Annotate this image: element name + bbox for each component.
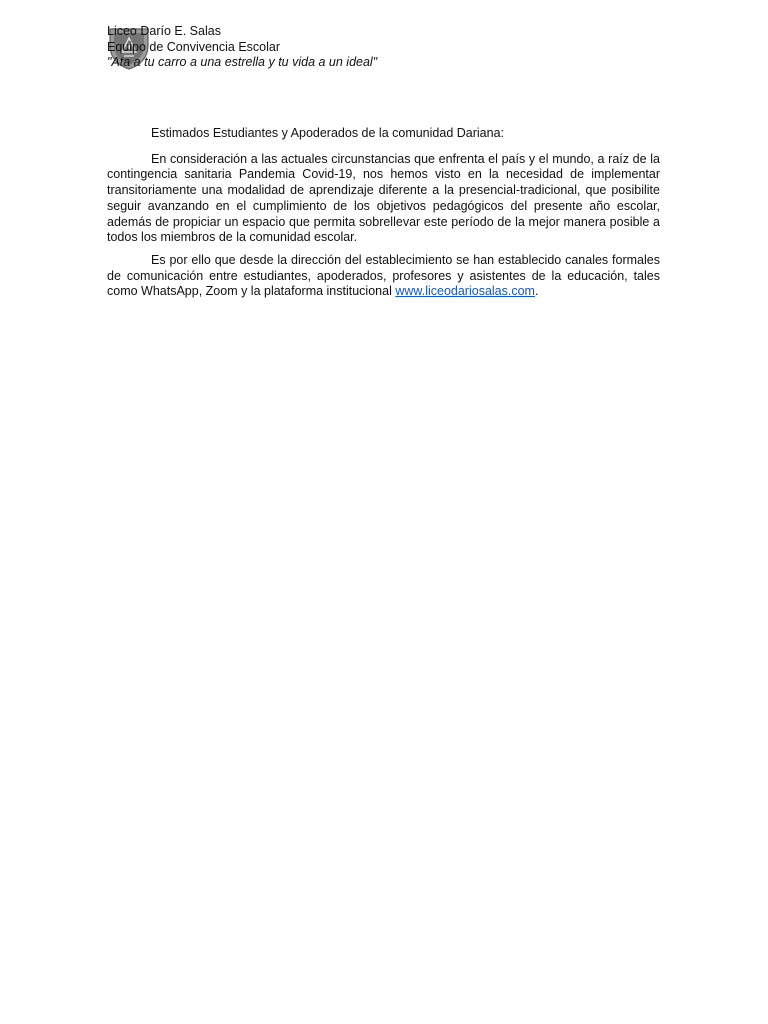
paragraph-1: En consideración a las actuales circunstancias que enfrenta el país y el mundo, a raíz de la contingencia sanitaria Pandemia Covid-19, nos hemos visto en la necesidad de implementar transitoriamente una modalidad de aprendizaje diferente a la presencial-tradicional, que posibilite seguir avanzando en el cumplimiento de los objetivos pedagógicos del presente año escolar, además de propiciar un espacio que permita sobrellevar este período de la mejor manera posible a todos los miembros de la comunidad escolar. [107, 151, 660, 245]
letterhead [107, 24, 667, 71]
paragraph-2 [107, 253, 660, 300]
paragraph-2-text: Es por ello que desde la dirección del establecimiento se han establecido canales formales de comunicación entre estudiantes, apoderados, profesores y asistentes de la educación, tales como WhatsApp, Zoom y la plataforma institucional [107, 252, 660, 299]
team-name: Equipo de Convivencia Escolar [107, 39, 281, 54]
letter-body [107, 126, 660, 307]
letter-greeting: Estimados Estudiantes y Apoderados de la comunidad Dariana: [151, 126, 504, 140]
school-motto: "Ata a tu carro a una estrella y tu vida a un ideal" [107, 55, 378, 69]
paragraph-2-end: . [534, 284, 539, 299]
school-name: Liceo Darío E. Salas [107, 24, 221, 38]
website-link[interactable]: www.liceodariosalas.com [395, 284, 535, 299]
